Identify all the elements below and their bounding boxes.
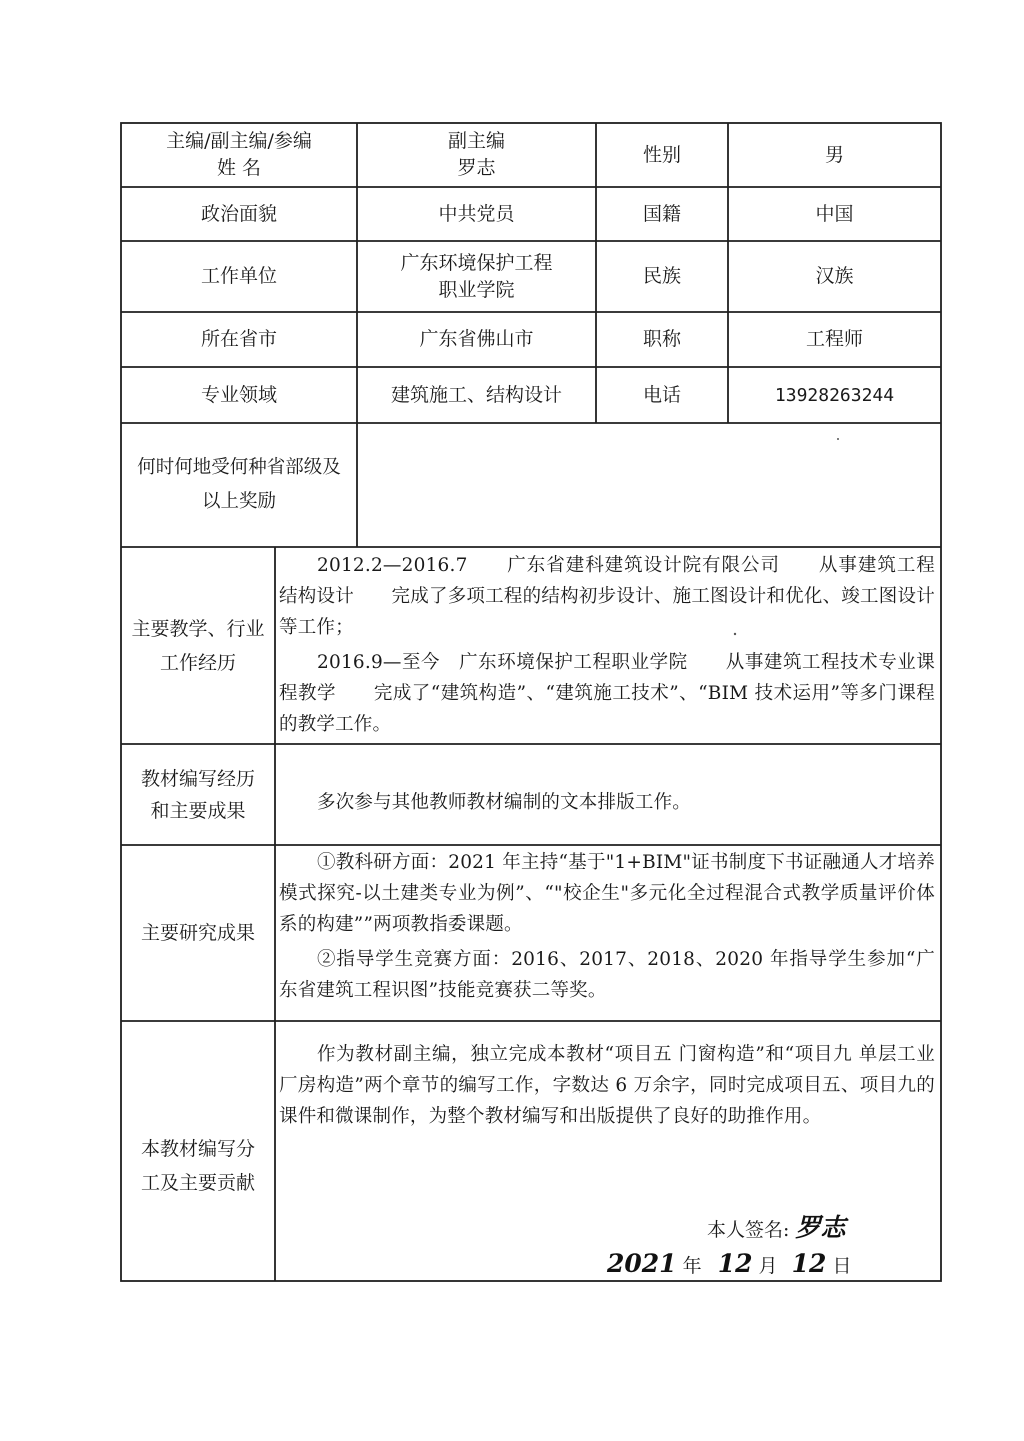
signature-label: 本人签名: (707, 1219, 790, 1241)
phone-value: 13928263244 (774, 384, 895, 406)
date-day-unit: 日 (832, 1255, 852, 1277)
experience-label-line2: 工作经历 (159, 651, 236, 674)
research-paragraph-1: ①教科研方面：2021 年主持“基于"1+BIM"证书制度下书证融通人才培养模式探究-以土建类专业为例”、“"校企生"多元化全过程混合式教学质量评价体系的构建””两项教指委课题。 (279, 852, 935, 935)
name-role-value (357, 123, 596, 187)
experience-paragraph-1: 2012.2—2016.7 广东省建科建筑设计院有限公司 从事建筑工程结构设计 完成了多项工程的结构初步设计、施工图设计和优化、竣工图设计等工作； (279, 555, 935, 638)
textbook-history-content: 多次参与其他教师教材编制的文本排版工作。 (317, 792, 692, 813)
signature-date (607, 1249, 851, 1278)
ethnicity-value: 汉族 (815, 265, 854, 287)
date-year: 2021 (607, 1249, 677, 1278)
phone-label: 电话 (642, 383, 681, 406)
specialty-label: 专业领域 (200, 383, 277, 406)
contribution-label-line1: 本教材编写分 (140, 1138, 255, 1160)
gender-label: 性别 (642, 143, 681, 166)
date-day: 12 (791, 1249, 827, 1278)
experience-paragraph-2: 2016.9—至今 广东环境保护工程职业学院 从事建筑工程技术专业课程教学 完成了“建筑构造”、“建筑施工技术”、“BIM 技术运用”等多门课程的教学工作。 (279, 652, 935, 735)
name-label: 姓 名 (216, 157, 262, 179)
employer-value-line1: 广东环境保护工程 (400, 251, 553, 274)
awards-value (357, 423, 941, 547)
contribution-content: 作为教材副主编，独立完成本教材“项目五 门窗构造”和“项目九 单层工业厂房构造”两个章节的编写工作，字数达 6 万余字，同时完成项目五、项目九的课件和微课制作，为整个教材编写和出版提供了良好的助推作用。 (279, 1044, 935, 1127)
experience-label-line1: 主要教学、行业 (131, 617, 265, 640)
employer-label: 工作单位 (200, 265, 277, 287)
research-label: 主要研究成果 (140, 921, 255, 944)
province-city-value: 广东省佛山市 (419, 328, 534, 350)
political-status-label: 政治面貌 (200, 202, 277, 225)
contribution-label (121, 1021, 275, 1281)
title-label: 职称 (642, 328, 681, 350)
role-value: 副主编 (447, 130, 505, 152)
experience-label (121, 547, 275, 744)
date-month: 12 (717, 1249, 753, 1278)
name-value: 罗志 (457, 157, 496, 179)
textbook-history-label (121, 744, 275, 845)
employer-value (357, 241, 596, 312)
specialty-value: 建筑施工、结构设计 (390, 383, 562, 406)
textbook-history-label-line1: 教材编写经历 (140, 767, 255, 790)
date-month-unit: 月 (758, 1255, 778, 1277)
textbook-history-label-line2: 和主要成果 (150, 799, 246, 822)
province-city-label: 所在省市 (200, 328, 277, 350)
role-label: 主编/副主编/参编 (166, 130, 312, 152)
research-paragraph-2: ②指导学生竞赛方面：2016、2017、2018、2020 年指导学生参加“广东省建筑工程识图”技能竞赛获二等奖。 (279, 949, 935, 1001)
title-value: 工程师 (805, 328, 863, 350)
nationality-label: 国籍 (642, 202, 681, 225)
contribution-label-line2: 工及主要贡献 (140, 1172, 255, 1194)
name-role-label (121, 123, 357, 187)
date-year-unit: 年 (682, 1255, 702, 1277)
employer-value-line2: 职业学院 (438, 278, 515, 301)
awards-label-line2: 以上奖励 (201, 491, 276, 512)
nationality-value: 中国 (815, 202, 854, 225)
gender-value: 男 (824, 143, 844, 166)
handwritten-signature: 罗志 (795, 1213, 846, 1242)
ethnicity-label: 民族 (642, 265, 681, 287)
awards-label (121, 423, 357, 547)
political-status-value: 中共党员 (438, 202, 515, 225)
signature-block (707, 1208, 845, 1244)
awards-label-line1: 何时何地受何种省部级及 (137, 457, 341, 478)
